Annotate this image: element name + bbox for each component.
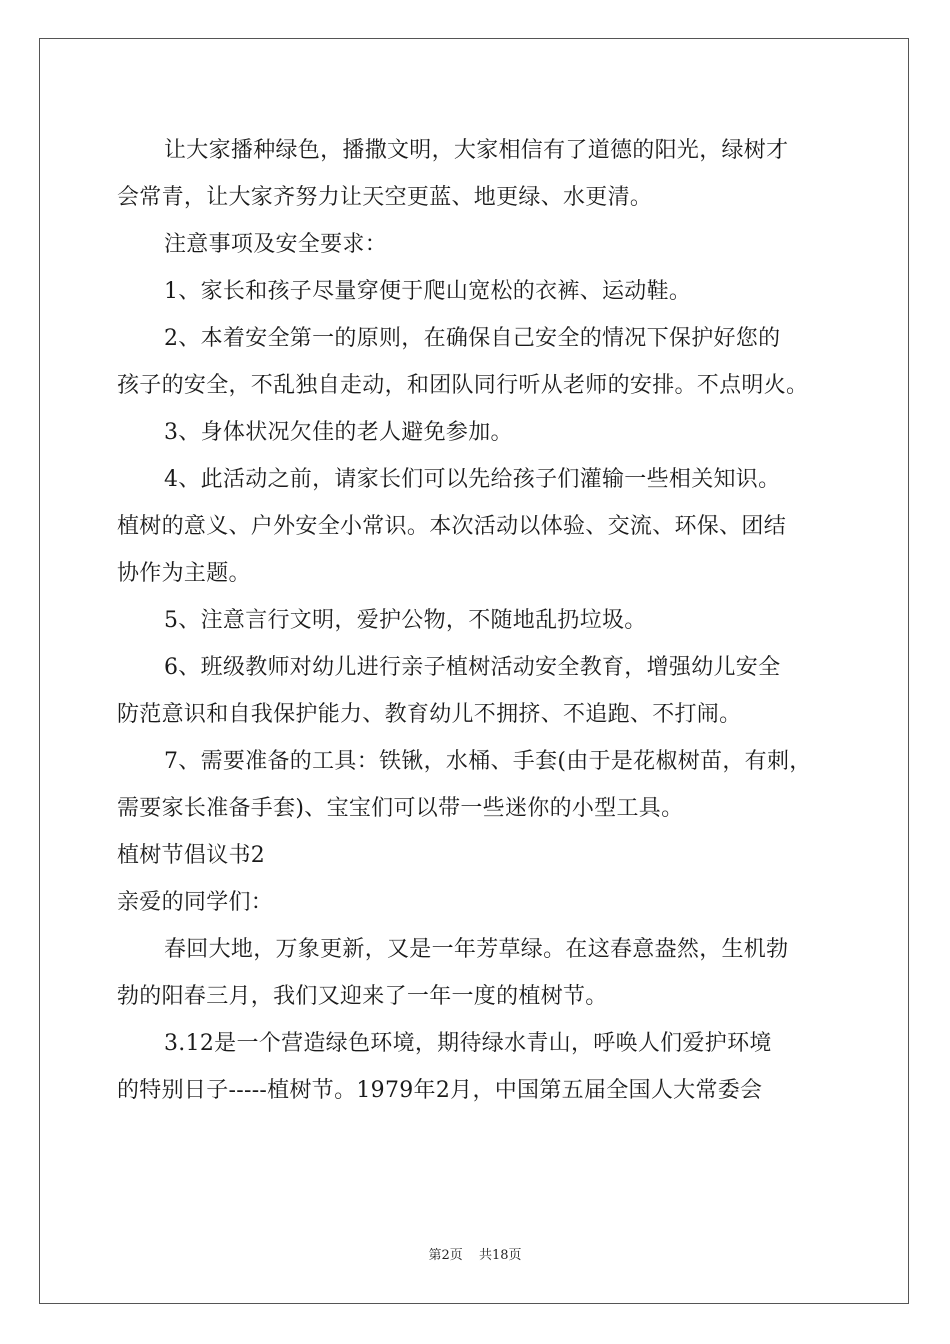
list-item: 6、班级教师对幼儿进行亲子植树活动安全教育，增强幼儿安全 <box>164 655 781 680</box>
list-item: 1、家长和孩子尽量穿便于爬山宽松的衣裤、运动鞋。 <box>164 279 692 304</box>
text-line: 让大家播种绿色，播撒文明，大家相信有了道德的阳光，绿树才 <box>164 138 789 163</box>
section-heading: 注意事项及安全要求： <box>164 232 388 257</box>
text-line: 协作为主题。 <box>117 561 251 586</box>
document-title: 植树节倡议书2 <box>117 843 266 868</box>
list-item: 5、注意言行文明，爱护公物，不随地乱扔垃圾。 <box>164 608 647 633</box>
document-body <box>117 127 833 1114</box>
text-line: 春回大地，万象更新，又是一年芳草绿。在这春意盎然，生机勃 <box>164 937 789 962</box>
text-line: 3.12是一个营造绿色环境，期待绿水青山，呼唤人们爱护环境 <box>164 1031 772 1056</box>
page-number: 第2页 <box>428 1248 463 1263</box>
list-item: 4、此活动之前，请家长们可以先给孩子们灌输一些相关知识。 <box>164 467 781 492</box>
text-line: 防范意识和自我保护能力、教育幼儿不拥挤、不追跑、不打闹。 <box>117 702 742 727</box>
salutation: 亲爱的同学们： <box>117 890 274 915</box>
text-line: 需要家长准备手套)、宝宝们可以带一些迷你的小型工具。 <box>117 796 684 821</box>
text-line: 植树的意义、户外安全小常识。本次活动以体验、交流、环保、团结 <box>117 514 787 539</box>
list-item: 3、身体状况欠佳的老人避免参加。 <box>164 420 513 445</box>
list-item: 7、需要准备的工具：铁锹，水桶、手套(由于是花椒树苗，有刺， <box>164 749 812 774</box>
text-line: 的特别日子-----植树节。1979年2月，中国第五届全国人大常委会 <box>117 1078 763 1103</box>
page-footer <box>0 1244 950 1263</box>
text-line: 勃的阳春三月，我们又迎来了一年一度的植树节。 <box>117 984 608 1009</box>
text-line: 孩子的安全，不乱独自走动，和团队同行听从老师的安排。不点明火。 <box>117 373 809 398</box>
list-item: 2、本着安全第一的原则，在确保自己安全的情况下保护好您的 <box>164 326 781 351</box>
page-total: 共18页 <box>478 1248 522 1263</box>
text-line: 会常青，让大家齐努力让天空更蓝、地更绿、水更清。 <box>117 185 653 210</box>
